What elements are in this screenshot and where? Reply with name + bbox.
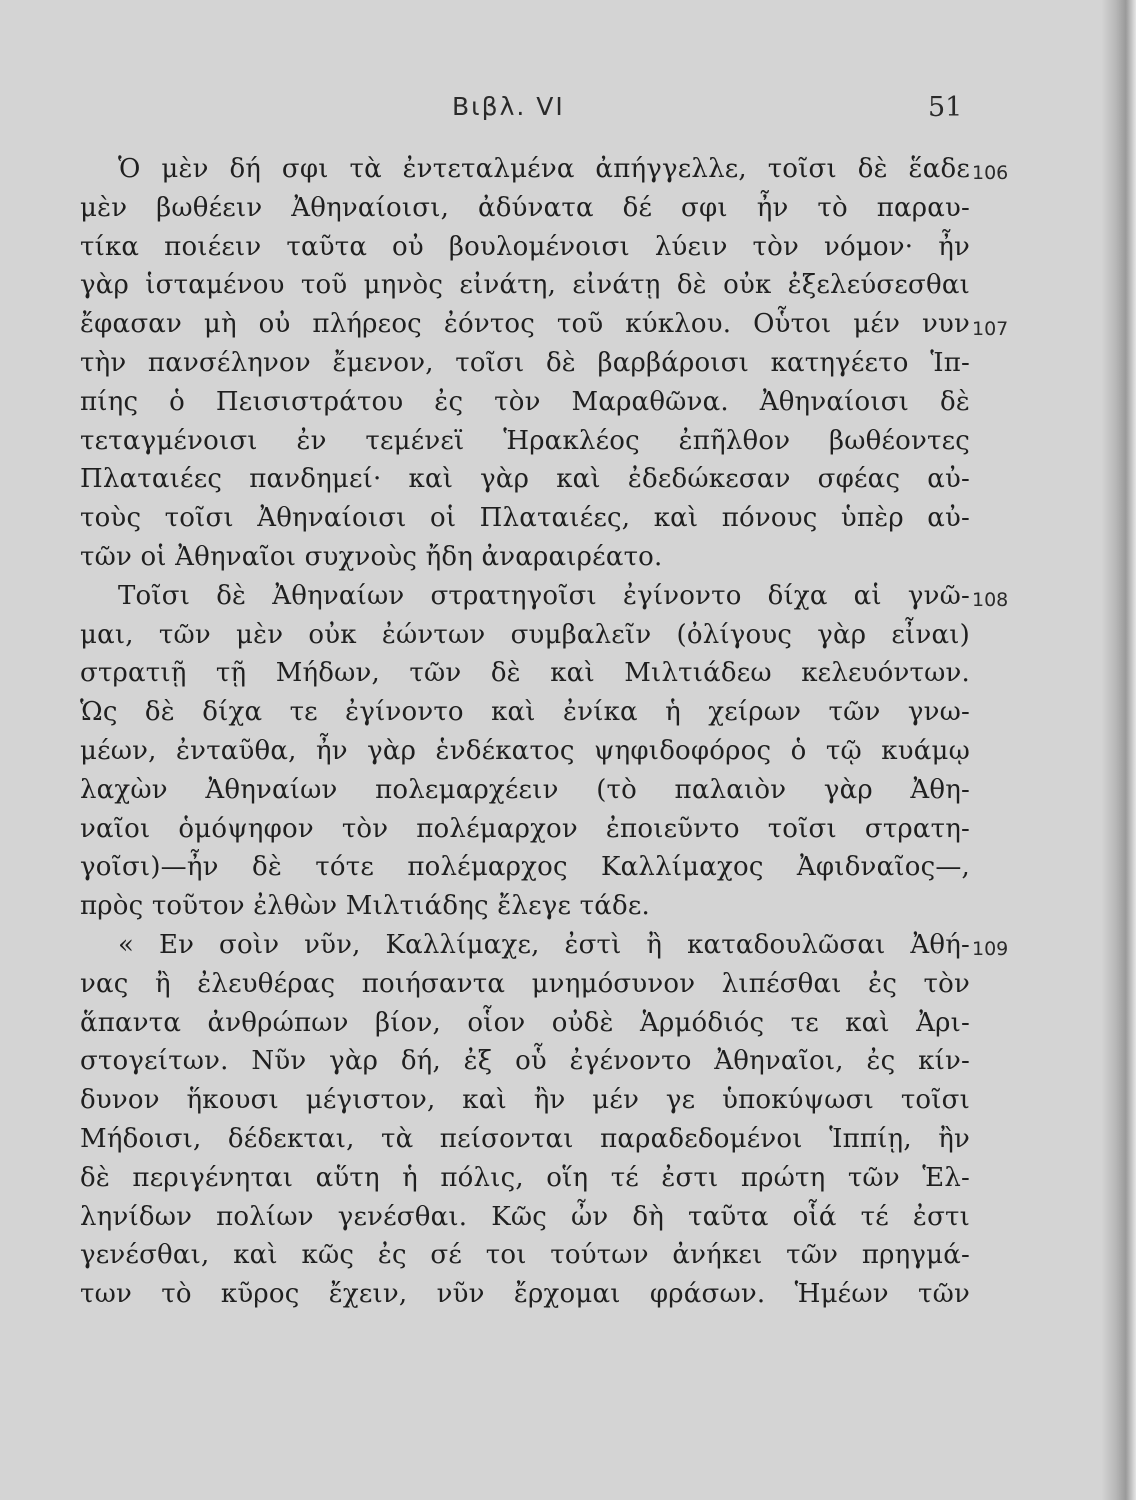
text-line: Τοῖσι δὲ Ἀθηναίων στρατηγοῖσι ἐγίνοντο δίχα αἱ γνῶ- <box>118 580 970 611</box>
text-line: μέων, ἐνταῦθα, ἦν γὰρ ἑνδέκατος ψηφιδοφόρος ὁ τῷ κυάμῳ <box>80 735 970 766</box>
text-line: γὰρ ἱσταμένου τοῦ μηνὸς εἰνάτη, εἰνάτῃ δὲ οὐκ ἐξελεύσεσθαι <box>80 270 970 301</box>
page-header <box>0 92 1136 132</box>
text-line: « Εν σοὶν νῦν, Καλλίμαχε, ἐστὶ ἢ καταδουλῶσαι Ἀθή- <box>118 929 970 960</box>
running-head: Βιβλ. VI <box>452 92 565 121</box>
text-line: Πλαταιέες πανδημεί· καὶ γὰρ καὶ ἐδεδώκεσαν σφέας αὐ- <box>80 464 970 495</box>
text-line: τῶν οἱ Ἀθηναῖοι συχνοὺς ἤδη ἀναραιρέατο. <box>80 541 663 572</box>
section-number: 106 <box>972 162 1009 184</box>
text-line: μαι, τῶν μὲν οὐκ ἐώντων συμβαλεῖν (ὀλίγους γὰρ εἶναι) <box>80 619 970 650</box>
text-line: γενέσθαι, καὶ κῶς ἐς σέ τοι τούτων ἀνήκει τῶν πρηγμά- <box>80 1240 970 1271</box>
text-line: πίης ὁ Πεισιστράτου ἐς τὸν Μαραθῶνα. Ἀθηναίοισι δὲ <box>80 386 970 417</box>
text-line: δὲ περιγένηται αὕτη ἡ πόλις, οἵη τέ ἐστι πρώτη τῶν Ἑλ- <box>80 1162 970 1193</box>
text-line: ἅπαντα ἀνθρώπων βίον, οἷον οὐδὲ Ἁρμόδιός τε καὶ Ἀρι- <box>80 1007 970 1038</box>
page-number: 51 <box>928 92 963 123</box>
text-line: πρὸς τοῦτον ἐλθὼν Μιλτιάδης ἔλεγε τάδε. <box>80 891 650 922</box>
section-number: 109 <box>972 938 1009 960</box>
text-line: τὴν πανσέληνον ἔμενον, τοῖσι δὲ βαρβάροισι κατηγέετο Ἱπ- <box>80 347 970 378</box>
text-line: ληνίδων πολίων γενέσθαι. Κῶς ὦν δὴ ταῦτα οἷά τέ ἐστι <box>80 1201 970 1232</box>
page-edge-shadow <box>1102 0 1136 1500</box>
text-line: γοῖσι)—ἦν δὲ τότε πολέμαρχος Καλλίμαχος Ἀφιδναῖος—, <box>80 852 970 883</box>
text-line: τίκα ποιέειν ταῦτα οὐ βουλομένοισι λύειν τὸν νόμον· ἦν <box>80 231 970 262</box>
text-line: στογείτων. Νῦν γὰρ δή, ἐξ οὗ ἐγένοντο Ἀθηναῖοι, ἐς κίν- <box>80 1046 970 1077</box>
text-line: ναῖοι ὁμόψηφον τὸν πολέμαρχον ἐποιεῦντο τοῖσι στρατη- <box>80 813 970 844</box>
text-line: Ὁ μὲν δή σφι τὰ ἐντεταλμένα ἀπήγγελλε, τοῖσι δὲ ἕαδε <box>118 154 970 184</box>
text-line: μὲν βωθέειν Ἀθηναίοισι, ἀδύνατα δέ σφι ἦν τὸ παραυ- <box>80 192 970 223</box>
text-line: στρατιῇ τῇ Μήδων, τῶν δὲ καὶ Μιλτιάδεω κελευόντων. <box>80 658 970 689</box>
text-line: λαχὼν Ἀθηναίων πολεμαρχέειν (τὸ παλαιὸν γὰρ Ἀθη- <box>80 774 970 805</box>
text-line: Μήδοισι, δέδεκται, τὰ πείσονται παραδεδομένοι Ἱππίῃ, ἢν <box>80 1123 970 1154</box>
text-line: Ὡς δὲ δίχα τε ἐγίνοντο καὶ ἐνίκα ἡ χείρων τῶν γνω- <box>80 697 970 728</box>
text-line: τοὺς τοῖσι Ἀθηναίοισι οἱ Πλαταιέες, καὶ πόνους ὑπὲρ αὐ- <box>80 503 970 534</box>
text-line: τεταγμένοισι ἐν τεμένεϊ Ἡρακλέος ἐπῆλθον βωθέοντες <box>80 425 970 456</box>
section-number: 107 <box>972 318 1009 340</box>
text-line: δυνον ἥκουσι μέγιστον, καὶ ἢν μέν γε ὑποκύψωσι τοῖσι <box>80 1085 970 1116</box>
text-line: των τὸ κῦρος ἔχειν, νῦν ἔρχομαι φράσων. Ἡμέων τῶν <box>80 1279 970 1310</box>
text-line: ἔφασαν μὴ οὐ πλήρεος ἐόντος τοῦ κύκλου. Οὗτοι μέν νυν <box>80 309 970 340</box>
section-number: 108 <box>972 589 1009 611</box>
body-text <box>80 150 970 1314</box>
text-line: νας ἢ ἐλευθέρας ποιήσαντα μνημόσυνον λιπέσθαι ἐς τὸν <box>80 968 970 999</box>
